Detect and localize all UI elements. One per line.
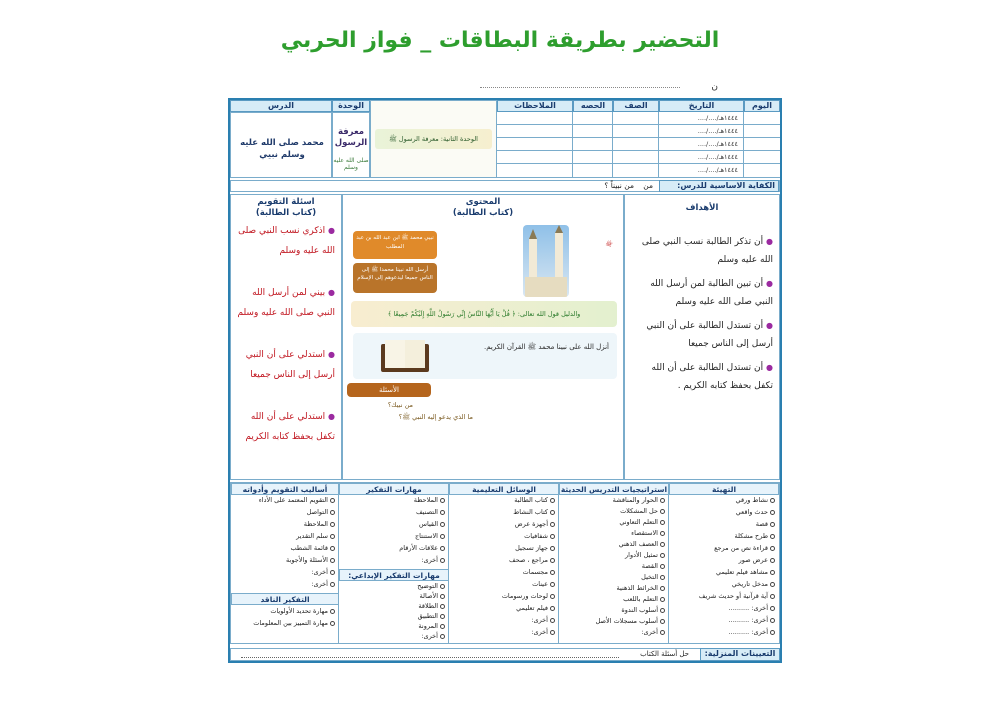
eval-item: ● استدلي على أن الله تكفل بحفظ كتابه الكريم <box>245 412 335 442</box>
objective-item: ● أن تذكر الطالبة نسب النبي صلى الله عليه وسلم <box>641 237 773 265</box>
date-row-2: ..../..../١٤٤٤هـ <box>697 127 738 135</box>
header-dot-label: ن <box>711 82 718 92</box>
warmup-option[interactable]: قراءة نص من مرجع <box>714 544 775 552</box>
strategy-option[interactable]: القصة <box>642 562 665 570</box>
warmup-option[interactable]: مدخل تاريخي <box>732 580 775 588</box>
strategy-option[interactable]: أخرى: <box>641 628 665 636</box>
assessment-option[interactable]: الملاحظة <box>304 520 335 528</box>
aid-option[interactable]: أخرى: <box>531 628 555 636</box>
homework-label: التعيينات المنزلية: <box>700 648 780 661</box>
eval-header: اسئلة التقويم <box>257 197 315 207</box>
lineage-card <box>353 231 437 259</box>
question-1: من نبيك؟ <box>387 401 413 409</box>
bottom-header-strategies: استراتيجيات التدريس الحديثة <box>560 485 668 494</box>
strategy-option[interactable]: التعلم التعاوني <box>619 518 665 526</box>
eval-item: ● بيني لمن أرسل الله النبي صلى الله عليه وسلم <box>237 288 335 318</box>
grade-header: الصف <box>613 100 659 112</box>
strategy-option[interactable]: أسلوب مسجلات الأصل <box>596 617 665 625</box>
date-row-5: ..../..../١٤٤٤هـ <box>697 166 738 174</box>
lesson-cell <box>230 112 332 178</box>
header-dotted-line <box>480 82 680 88</box>
bottom-header-aids: الوسائل التعليمية <box>449 483 559 495</box>
critical-thinking-header: التفكير الناقد <box>231 593 339 605</box>
unit-cell <box>332 112 370 178</box>
warmup-option[interactable]: حدث واقعي <box>736 508 775 516</box>
date-row-4: ..../..../١٤٤٤هـ <box>697 153 738 161</box>
aid-option[interactable]: مراجع ، صحف <box>509 556 555 564</box>
critical-option[interactable]: مهارة التمييز بين المعلومات <box>253 619 335 627</box>
creative-option[interactable]: التطبيق <box>418 612 445 620</box>
eval-item: ● اذكري نسب النبي صلى الله عليه وسلم <box>238 226 335 256</box>
page-title: التحضير بطريقة البطاقات _ فواز الحربي <box>280 28 720 53</box>
content-column <box>342 194 624 480</box>
aid-option[interactable]: كتاب النشاط <box>513 508 555 516</box>
competency-text: من نبيناً ؟ <box>604 181 634 190</box>
notes-header: الملاحظات <box>497 100 573 112</box>
competency-label: الكفاية الاساسية للدرس: <box>659 180 779 192</box>
bottom-header-assessment: أساليب التقويم وأدواته <box>231 483 339 495</box>
thinking-option[interactable]: التصنيف <box>416 508 445 516</box>
creative-thinking-header: مهارات التفكير الإبداعي: <box>339 569 449 581</box>
strategy-option[interactable]: التعلم باللعب <box>623 595 665 603</box>
quran-text: أنزل الله على نبينا محمد ﷺ القرآن الكريم. <box>484 343 609 351</box>
warmup-option[interactable]: طرح مشكلة <box>734 532 775 540</box>
lesson-name: محمد صلى الله عليه وسلم نبيي <box>240 138 324 160</box>
assessment-option[interactable]: أخرى: <box>311 568 335 576</box>
objective-item: ● أن تستدل الطالبة على أن النبي أرسل إلى الناس جميعا <box>646 321 773 349</box>
objective-item: ● أن تبين الطالبة لمن أرسل الله النبي صلى الله عليه وسلم <box>650 279 773 307</box>
mosque-caption: ﷺ <box>604 240 613 249</box>
assessment-option[interactable]: أخرى: <box>311 580 335 588</box>
strategy-option[interactable]: أسلوب الندوة <box>621 606 665 614</box>
warmup-option[interactable]: أخرى: .......... <box>729 604 775 612</box>
homework-dotted-line <box>241 657 619 658</box>
day-header: اليوم <box>744 100 780 112</box>
content-subheader: (كتاب الطالبة) <box>452 208 514 218</box>
creative-option[interactable]: الأصالة <box>420 592 445 600</box>
thinking-option[interactable]: الملاحظة <box>414 496 445 504</box>
creative-option[interactable]: الطلاقة <box>418 602 445 610</box>
aid-option[interactable]: أجهزة عرض <box>515 520 555 528</box>
lesson-plan-sheet <box>228 98 782 663</box>
aid-option[interactable]: أخرى: <box>531 616 555 624</box>
warmup-option[interactable]: عرض صور <box>739 556 775 564</box>
date-row-1: ..../..../١٤٤٤هـ <box>697 114 738 122</box>
lineage-card-text: نبيي محمد ﷺ ابن عبد الله بن عبد المطلب <box>356 235 434 250</box>
aid-option[interactable]: كتاب الطالبة <box>514 496 555 504</box>
strategy-option[interactable]: العصف الذهني <box>619 540 665 548</box>
competency-row <box>230 180 780 192</box>
objectives-column <box>624 194 780 480</box>
questions-label-text: الأسئلة <box>379 386 399 394</box>
verse-text: والدليل قول الله تعالى: ﴿ قُلْ يَا أَيُّهَا النَّاسُ إِنِّي رَسُولُ اللَّهِ إِلَيْكُمْ جَمِيعًا ﴾ <box>387 310 581 318</box>
unit-banner: الوحدة الثانية: معرفة الرسول ﷺ <box>375 129 492 149</box>
mission-card-text: أرسل الله نبينا محمدا ﷺ إلى الناس جميعا ليدعوهم إلى الإسلام <box>357 267 433 281</box>
warmup-option[interactable]: نشاط ورقي <box>736 496 775 504</box>
warmup-option[interactable]: أخرى: .......... <box>729 628 775 636</box>
lesson-header: الدرس <box>230 100 332 112</box>
bottom-grid <box>230 482 780 644</box>
assessment-option[interactable]: التقويم المعتمد على الأداء <box>259 496 335 504</box>
questions-label <box>347 383 431 397</box>
warmup-option[interactable]: مشاهد فيلم تعليمي <box>716 568 775 576</box>
objective-item: ● أن تستدل الطالبة على أن الله تكفل بحفظ كتابه الكريم . <box>651 363 773 391</box>
objectives-header: الأهداف <box>685 203 719 213</box>
mission-card <box>353 263 437 293</box>
assessment-option[interactable]: سلم التقدير <box>296 532 335 540</box>
quran-box <box>353 333 617 379</box>
strategy-option[interactable]: حل المشكلات <box>620 507 665 515</box>
creative-option[interactable]: التوضيح <box>417 582 445 590</box>
mosque-icon <box>523 225 569 297</box>
aid-option[interactable]: مجسمات <box>523 568 555 576</box>
verse-banner <box>351 301 617 327</box>
homework-row <box>230 648 780 661</box>
evaluation-column <box>230 194 342 480</box>
bottom-header-thinking: مهارات التفكير <box>339 483 449 495</box>
aid-option[interactable]: جهاز تسجيل <box>515 544 555 552</box>
strategy-option[interactable]: الخرائط الذهنية <box>617 584 665 592</box>
assessment-option[interactable]: قائمة الشطب <box>290 544 335 552</box>
date-row-3: ..../..../١٤٤٤هـ <box>697 140 738 148</box>
period-header: الحصه <box>573 100 613 112</box>
strategy-option[interactable]: الاستقصاء <box>631 529 665 537</box>
creative-option[interactable]: المرونة <box>418 622 445 630</box>
aid-option[interactable]: لوحات ورسومات <box>502 592 555 600</box>
aid-option[interactable]: شفافيات <box>524 532 555 540</box>
aid-option[interactable]: فيلم تعليمي <box>516 604 555 612</box>
unit-header: الوحدة <box>332 100 370 112</box>
content-header: المحتوى <box>465 197 501 207</box>
strategy-option[interactable]: الحوار والمناقشة <box>613 496 665 504</box>
warmup-option[interactable]: آية قرآنية أو حديث شريف <box>699 592 775 600</box>
quran-book-icon <box>377 336 433 376</box>
assessment-option[interactable]: التواصل <box>307 508 335 516</box>
aid-option[interactable]: عينات <box>532 580 555 588</box>
assessment-option[interactable]: الأسئلة والأجوبة <box>286 556 335 564</box>
date-header: التاريخ <box>659 100 744 112</box>
strategy-option[interactable]: التخيل <box>641 573 665 581</box>
unit-sub: صلى الله عليه وسلم <box>333 157 369 171</box>
eval-item: ● استدلي على أن النبي أرسل إلى الناس جميعا <box>245 350 335 380</box>
thinking-option[interactable]: الاستنتاج <box>415 532 445 540</box>
mosque-image <box>523 225 569 297</box>
thinking-option[interactable]: علاقات الأرقام <box>399 544 445 552</box>
question-2: ما الذي يدعو إليه النبي ﷺ؟ <box>398 413 473 421</box>
thinking-option[interactable]: القياس <box>419 520 445 528</box>
homework-text: حل أسئلة الكتاب <box>640 650 689 658</box>
date-grid <box>497 112 780 178</box>
critical-option[interactable]: مهارة تحديد الأولويات <box>270 607 335 615</box>
unit-name: معرفة الرسول <box>334 127 368 148</box>
bottom-header-warmup: التهيئة <box>669 483 779 495</box>
strategy-option[interactable]: تمثيل الأدوار <box>625 551 665 559</box>
creative-option[interactable]: أخرى: <box>421 632 445 640</box>
warmup-option[interactable]: أخرى: .......... <box>729 616 775 624</box>
unit-image-box <box>370 100 497 178</box>
thinking-option[interactable]: أخرى: <box>421 556 445 564</box>
competency-prefix: من <box>643 181 653 190</box>
warmup-option[interactable]: قصة <box>756 520 775 528</box>
eval-subheader: (كتاب الطالبة) <box>255 208 317 218</box>
